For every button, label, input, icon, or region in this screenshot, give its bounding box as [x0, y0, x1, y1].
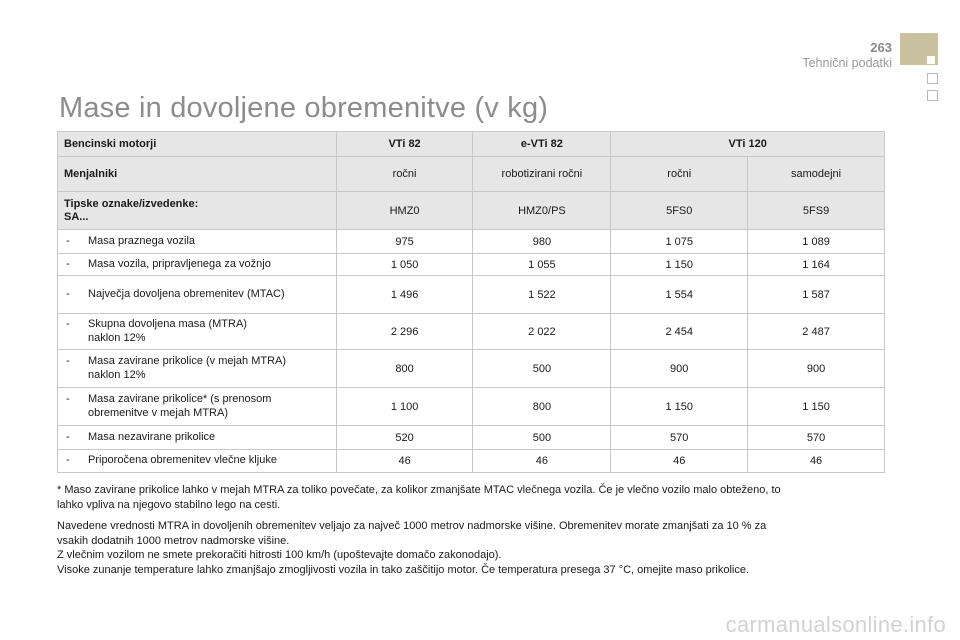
active-tab-marker — [927, 56, 935, 64]
row-label: Masa vozila, pripravljenega za vožnjo — [88, 257, 271, 270]
engine-cell: VTi 82 — [336, 132, 473, 157]
value-cell: 980 — [473, 230, 611, 254]
engine-label: Bencinski motorji — [58, 132, 337, 157]
value-cell: 1 522 — [473, 276, 611, 314]
gearbox-row — [58, 157, 885, 192]
row-label: Skupna dovoljena masa (MTRA) naklon 12% — [88, 318, 247, 344]
row-label: Masa praznega vozila — [88, 234, 196, 247]
value-cell: 570 — [748, 426, 885, 450]
value-cell: 1 089 — [748, 230, 885, 254]
table-row — [58, 314, 885, 350]
bullet-dash: - — [66, 430, 70, 443]
bullet-dash: - — [66, 393, 70, 405]
note-line: Z vlečnim vozilom ne smete prekoračiti hitrosti 100 km/h (upoštevajte domačo zakonodajo). — [57, 549, 502, 561]
value-cell: 2 487 — [748, 314, 885, 350]
table-row — [58, 450, 885, 473]
note-line: Visoke zunanje temperature lahko zmanjšajo zmogljivosti vozila in tako zaščitijo motor. Če temperatura presega 37 °C, omejite maso prikolice. — [57, 563, 750, 576]
gearbox-cell: ročni — [336, 157, 473, 192]
type-label: Tipske oznake/izvedenke: SA... — [58, 192, 337, 230]
type-cell: 5FS9 — [748, 192, 885, 230]
value-cell: 1 587 — [748, 276, 885, 314]
value-cell: 46 — [473, 450, 611, 473]
value-cell: 2 296 — [336, 314, 473, 350]
footnote: * Maso zavirane prikolice lahko v mejah MTRA za toliko povečate, za kolikor zmanjšate MTAC vlečnega vozila. Če je vlečno vozilo malo obteženo, to lahko vpliva na njegovo stabilno lego na cesti. — [57, 484, 781, 511]
value-cell: 500 — [473, 426, 611, 450]
notes — [57, 519, 887, 577]
value-cell: 1 075 — [611, 230, 748, 254]
value-cell: 1 100 — [336, 388, 473, 426]
value-cell: 975 — [336, 230, 473, 254]
value-cell: 900 — [748, 350, 885, 388]
row-label: Masa zavirane prikolice* (s prenosom obremenitve v mejah MTRA) — [88, 393, 272, 419]
type-cell: 5FS0 — [611, 192, 748, 230]
gearbox-cell: robotizirani ročni — [473, 157, 611, 192]
page-number: 263 — [870, 40, 892, 55]
row-label: Masa zavirane prikolice (v mejah MTRA) naklon 12% — [88, 355, 287, 381]
value-cell: 46 — [748, 450, 885, 473]
row-label: Masa nezavirane prikolice — [88, 430, 216, 443]
engine-row — [58, 132, 885, 157]
type-cell: HMZ0/PS — [473, 192, 611, 230]
bullet-dash: - — [66, 318, 70, 330]
value-cell: 1 055 — [473, 254, 611, 276]
type-row — [58, 192, 885, 230]
note-line: Navedene vrednosti MTRA in dovoljenih obremenitev veljajo za največ 1000 metrov nadmorske višine. Obremenitev morate zmanjšati za 10 % za — [57, 520, 767, 532]
watermark: carmanualsonline.info — [725, 612, 946, 637]
bullet-dash: - — [66, 287, 70, 300]
value-cell: 46 — [611, 450, 748, 473]
value-cell: 1 150 — [611, 388, 748, 426]
value-cell: 46 — [336, 450, 473, 473]
row-label: Priporočena obremenitev vlečne kljuke — [88, 454, 277, 467]
value-cell: 1 496 — [336, 276, 473, 314]
value-cell: 1 150 — [611, 254, 748, 276]
value-cell: 500 — [473, 350, 611, 388]
bullet-dash: - — [66, 257, 70, 270]
table-row — [58, 388, 885, 426]
type-cell: HMZ0 — [336, 192, 473, 230]
page-title: Mase in dovoljene obremenitve (v kg) — [59, 92, 549, 124]
gearbox-label: Menjalniki — [58, 157, 337, 192]
value-cell: 1 050 — [336, 254, 473, 276]
value-cell: 900 — [611, 350, 748, 388]
gearbox-cell: ročni — [611, 157, 748, 192]
value-cell: 800 — [336, 350, 473, 388]
row-label: Največja dovoljena obremenitev (MTAC) — [88, 287, 285, 300]
bullet-dash: - — [66, 234, 70, 247]
section-name: Tehnični podatki — [802, 56, 892, 70]
value-cell: 2 022 — [473, 314, 611, 350]
chapter-tab-empty — [927, 90, 938, 101]
bullet-dash: - — [66, 355, 70, 367]
value-cell: 1 164 — [748, 254, 885, 276]
gearbox-cell: samodejni — [748, 157, 885, 192]
table-row — [58, 276, 885, 314]
value-cell: 1 554 — [611, 276, 748, 314]
table-row — [58, 426, 885, 450]
value-cell: 1 150 — [748, 388, 885, 426]
value-cell: 520 — [336, 426, 473, 450]
value-cell: 570 — [611, 426, 748, 450]
mass-table — [57, 131, 885, 473]
engine-cell: VTi 120 — [611, 132, 885, 157]
value-cell: 800 — [473, 388, 611, 426]
note-line: vsakih dodatnih 1000 metrov nadmorske višine. — [57, 534, 290, 547]
table-row — [58, 230, 885, 254]
bullet-dash: - — [66, 454, 70, 467]
engine-cell: e-VTi 82 — [473, 132, 611, 157]
table-row — [58, 350, 885, 388]
value-cell: 2 454 — [611, 314, 748, 350]
table-row — [58, 254, 885, 276]
chapter-tab-empty — [927, 73, 938, 84]
